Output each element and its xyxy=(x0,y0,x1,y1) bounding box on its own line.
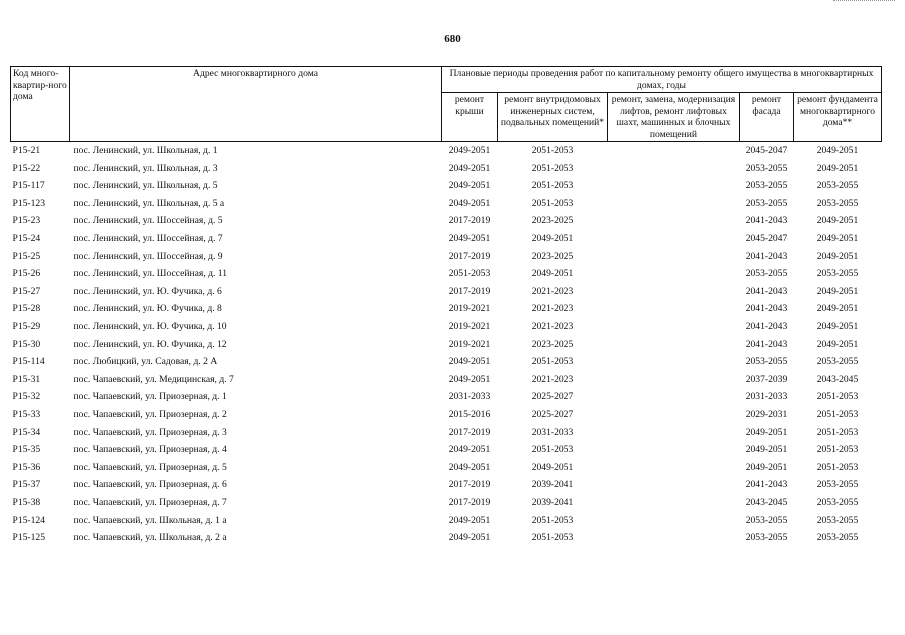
table-row xyxy=(11,142,882,160)
cell-systems: 2021-2023 xyxy=(531,285,574,297)
cell-facade: 2049-2051 xyxy=(745,426,788,438)
cell-systems: 2025-2027 xyxy=(531,408,574,420)
cell-code: Р15-36 xyxy=(12,461,41,473)
cell-facade: 2029-2031 xyxy=(745,408,788,420)
cell-address: пос. Ленинский, ул. Ю. Фучика, д. 6 xyxy=(73,285,222,297)
cell-address: пос. Чапаевский, ул. Приозерная, д. 2 xyxy=(73,408,227,420)
cell-foundation: 2053-2055 xyxy=(816,180,859,192)
cell-roof: 2049-2051 xyxy=(448,514,491,526)
cell-code: Р15-124 xyxy=(12,514,46,526)
cell-systems: 2051-2053 xyxy=(531,145,574,157)
header-roof: ремонт крыши xyxy=(442,93,498,142)
cell-foundation: 2049-2051 xyxy=(816,320,859,332)
cell-systems: 2049-2051 xyxy=(531,233,574,245)
cell-code: Р15-34 xyxy=(12,426,41,438)
cell-address: пос. Ленинский, ул. Школьная, д. 5 xyxy=(73,180,218,192)
cell-foundation: 2043-2045 xyxy=(816,373,859,385)
cell-roof: 2049-2051 xyxy=(448,233,491,245)
cell-lifts xyxy=(608,529,740,547)
cell-foundation: 2049-2051 xyxy=(816,145,859,157)
cell-foundation: 2053-2055 xyxy=(816,532,859,544)
header-foundation: ремонт фундамента многоквартирного дома** xyxy=(794,93,882,142)
cell-facade: 2043-2045 xyxy=(745,496,788,508)
cell-lifts xyxy=(608,142,740,160)
cell-address: пос. Ленинский, ул. Шоссейная, д. 5 xyxy=(73,215,223,227)
cell-facade: 2041-2043 xyxy=(745,250,788,262)
cell-facade: 2053-2055 xyxy=(745,514,788,526)
cell-facade: 2049-2051 xyxy=(745,444,788,456)
cell-systems: 2023-2025 xyxy=(531,250,574,262)
cell-foundation: 2051-2053 xyxy=(816,391,859,403)
cell-roof: 2049-2051 xyxy=(448,145,491,157)
cell-roof: 2049-2051 xyxy=(448,532,491,544)
cell-lifts xyxy=(608,265,740,283)
cell-roof: 2049-2051 xyxy=(448,444,491,456)
cell-lifts xyxy=(608,318,740,336)
cell-roof: 2019-2021 xyxy=(448,303,491,315)
table-row xyxy=(11,160,882,178)
cell-foundation: 2053-2055 xyxy=(816,268,859,280)
cell-lifts xyxy=(608,388,740,406)
cell-address: пос. Чапаевский, ул. Приозерная, д. 4 xyxy=(73,444,227,456)
cell-facade: 2041-2043 xyxy=(745,320,788,332)
cell-roof: 2049-2051 xyxy=(448,162,491,174)
header-code: Код много-квартир-ного дома xyxy=(11,67,70,142)
table-row xyxy=(11,212,882,230)
table-row xyxy=(11,459,882,477)
header-systems: ремонт внутридомовых инженерных систем, подвальных помещений* xyxy=(498,93,608,142)
cell-facade: 2041-2043 xyxy=(745,215,788,227)
cell-systems: 2051-2053 xyxy=(531,197,574,209)
cell-roof: 2017-2019 xyxy=(448,285,491,297)
cell-systems: 2051-2053 xyxy=(531,532,574,544)
cell-lifts xyxy=(608,230,740,248)
cell-lifts xyxy=(608,459,740,477)
cell-roof: 2017-2019 xyxy=(448,215,491,227)
cell-lifts xyxy=(608,248,740,266)
cell-roof: 2019-2021 xyxy=(448,320,491,332)
table-row xyxy=(11,511,882,529)
table-row xyxy=(11,441,882,459)
cell-code: Р15-23 xyxy=(12,215,41,227)
cell-address: пос. Ленинский, ул. Шоссейная, д. 7 xyxy=(73,233,223,245)
cell-code: Р15-22 xyxy=(12,162,41,174)
cell-address: пос. Чапаевский, ул. Приозерная, д. 6 xyxy=(73,479,227,491)
cell-lifts xyxy=(608,160,740,178)
cell-code: Р15-33 xyxy=(12,408,41,420)
cell-systems: 2025-2027 xyxy=(531,391,574,403)
cell-systems: 2051-2053 xyxy=(531,444,574,456)
cell-lifts xyxy=(608,353,740,371)
cell-facade: 2053-2055 xyxy=(745,532,788,544)
cell-systems: 2051-2053 xyxy=(531,180,574,192)
cell-foundation: 2049-2051 xyxy=(816,303,859,315)
table-row xyxy=(11,248,882,266)
cell-lifts xyxy=(608,494,740,512)
cell-roof: 2015-2016 xyxy=(448,408,491,420)
cell-code: Р15-114 xyxy=(12,356,45,368)
cell-facade: 2041-2043 xyxy=(745,338,788,350)
cell-address: пос. Ленинский, ул. Ю. Фучика, д. 12 xyxy=(73,338,227,350)
cell-foundation: 2049-2051 xyxy=(816,162,859,174)
cell-address: пос. Чапаевский, ул. Медицинская, д. 7 xyxy=(73,373,234,385)
table-row xyxy=(11,336,882,354)
table-row xyxy=(11,406,882,424)
cell-address: пос. Ленинский, ул. Шоссейная, д. 11 xyxy=(73,268,228,280)
table-row xyxy=(11,230,882,248)
cell-lifts xyxy=(608,177,740,195)
cell-facade: 2041-2043 xyxy=(745,303,788,315)
cell-foundation: 2051-2053 xyxy=(816,444,859,456)
table-row xyxy=(11,265,882,283)
cell-code: Р15-31 xyxy=(12,373,41,385)
cell-facade: 2053-2055 xyxy=(745,162,788,174)
cell-foundation: 2049-2051 xyxy=(816,285,859,297)
table-row xyxy=(11,494,882,512)
cell-systems: 2051-2053 xyxy=(531,162,574,174)
cell-roof: 2049-2051 xyxy=(448,356,491,368)
cell-systems: 2021-2023 xyxy=(531,303,574,315)
cell-address: пос. Ленинский, ул. Ю. Фучика, д. 10 xyxy=(73,320,227,332)
cell-lifts xyxy=(608,300,740,318)
cell-code: Р15-29 xyxy=(12,320,41,332)
cell-address: пос. Чапаевский, ул. Приозерная, д. 1 xyxy=(73,391,227,403)
cell-systems: 2051-2053 xyxy=(531,356,574,368)
cell-facade: 2037-2039 xyxy=(745,373,788,385)
cell-systems: 2023-2025 xyxy=(531,215,574,227)
cell-address: пос. Чапаевский, ул. Приозерная, д. 5 xyxy=(73,461,227,473)
cell-code: Р15-27 xyxy=(12,285,41,297)
cell-foundation: 2049-2051 xyxy=(816,250,859,262)
cell-facade: 2053-2055 xyxy=(745,268,788,280)
cell-code: Р15-123 xyxy=(12,197,46,209)
cell-facade: 2053-2055 xyxy=(745,180,788,192)
cell-foundation: 2051-2053 xyxy=(816,408,859,420)
cell-code: Р15-125 xyxy=(12,532,46,544)
cell-address: пос. Ленинский, ул. Ю. Фучика, д. 8 xyxy=(73,303,222,315)
cell-foundation: 2049-2051 xyxy=(816,215,859,227)
cell-facade: 2045-2047 xyxy=(745,233,788,245)
cell-foundation: 2053-2055 xyxy=(816,197,859,209)
cell-code: Р15-28 xyxy=(12,303,41,315)
table-row xyxy=(11,476,882,494)
table-row xyxy=(11,424,882,442)
table-body xyxy=(11,142,882,547)
cell-code: Р15-21 xyxy=(12,145,41,157)
cell-address: пос. Ленинский, ул. Школьная, д. 3 xyxy=(73,162,218,174)
cell-facade: 2031-2033 xyxy=(745,391,788,403)
cell-address: пос. Ленинский, ул. Школьная, д. 5 а xyxy=(73,197,225,209)
cell-foundation: 2049-2051 xyxy=(816,338,859,350)
cell-address: пос. Чапаевский, ул. Приозерная, д. 3 xyxy=(73,426,227,438)
cell-systems: 2021-2023 xyxy=(531,373,574,385)
cell-code: Р15-26 xyxy=(12,268,41,280)
cell-foundation: 2053-2055 xyxy=(816,514,859,526)
cell-systems: 2049-2051 xyxy=(531,461,574,473)
cell-code: Р15-38 xyxy=(12,496,41,508)
cell-systems: 2023-2025 xyxy=(531,338,574,350)
cell-address: пос. Ленинский, ул. Шоссейная, д. 9 xyxy=(73,250,223,262)
cell-roof: 2049-2051 xyxy=(448,180,491,192)
cell-foundation: 2053-2055 xyxy=(816,356,859,368)
cell-facade: 2049-2051 xyxy=(745,461,788,473)
table-row xyxy=(11,177,882,195)
cell-facade: 2045-2047 xyxy=(745,145,788,157)
cell-roof: 2049-2051 xyxy=(448,197,491,209)
cell-foundation: 2051-2053 xyxy=(816,426,859,438)
cell-lifts xyxy=(608,283,740,301)
cell-facade: 2041-2043 xyxy=(745,285,788,297)
header-row-top xyxy=(11,67,882,93)
cell-lifts xyxy=(608,195,740,213)
cell-systems: 2039-2041 xyxy=(531,479,574,491)
cell-address: пос. Чапаевский, ул. Приозерная, д. 7 xyxy=(73,496,227,508)
cell-systems: 2021-2023 xyxy=(531,320,574,332)
cell-systems: 2051-2053 xyxy=(531,514,574,526)
cell-code: Р15-35 xyxy=(12,444,41,456)
cell-foundation: 2053-2055 xyxy=(816,496,859,508)
header-facade: ремонт фасада xyxy=(740,93,794,142)
table-row xyxy=(11,353,882,371)
cell-roof: 2019-2021 xyxy=(448,338,491,350)
cell-lifts xyxy=(608,424,740,442)
table-row xyxy=(11,300,882,318)
cell-roof: 2017-2019 xyxy=(448,479,491,491)
cell-lifts xyxy=(608,406,740,424)
cell-code: Р15-24 xyxy=(12,233,41,245)
cell-address: пос. Ленинский, ул. Школьная, д. 1 xyxy=(73,145,218,157)
header-address: Адрес многоквартирного дома xyxy=(70,67,442,142)
table-row xyxy=(11,318,882,336)
scan-edge-mark xyxy=(833,0,895,3)
cell-systems: 2031-2033 xyxy=(531,426,574,438)
cell-lifts xyxy=(608,336,740,354)
cell-roof: 2017-2019 xyxy=(448,426,491,438)
table-row xyxy=(11,371,882,389)
cell-roof: 2049-2051 xyxy=(448,461,491,473)
cell-facade: 2053-2055 xyxy=(745,197,788,209)
cell-foundation: 2049-2051 xyxy=(816,233,859,245)
cell-lifts xyxy=(608,441,740,459)
cell-address: пос. Чапаевский, ул. Школьная, д. 2 а xyxy=(73,532,227,544)
cell-code: Р15-32 xyxy=(12,391,41,403)
cell-code: Р15-25 xyxy=(12,250,41,262)
header-lifts: ремонт, замена, модернизация лифтов, ремонт лифтовых шахт, машинных и блочных помещений xyxy=(608,93,740,142)
table-row xyxy=(11,195,882,213)
cell-code: Р15-30 xyxy=(12,338,41,350)
cell-systems: 2049-2051 xyxy=(531,268,574,280)
cell-foundation: 2051-2053 xyxy=(816,461,859,473)
cell-lifts xyxy=(608,511,740,529)
cell-lifts xyxy=(608,476,740,494)
cell-roof: 2017-2019 xyxy=(448,250,491,262)
cell-roof: 2017-2019 xyxy=(448,496,491,508)
page-number: 680 xyxy=(444,33,461,45)
cell-facade: 2041-2043 xyxy=(745,479,788,491)
table-row xyxy=(11,529,882,547)
cell-lifts xyxy=(608,212,740,230)
cell-address: пос. Чапаевский, ул. Школьная, д. 1 а xyxy=(73,514,227,526)
cell-roof: 2051-2053 xyxy=(448,268,491,280)
cell-code: Р15-37 xyxy=(12,479,41,491)
table-row xyxy=(11,283,882,301)
cell-roof: 2031-2033 xyxy=(448,391,491,403)
cell-address: пос. Любицкий, ул. Садовая, д. 2 А xyxy=(73,356,218,368)
header-periods: Плановые периоды проведения работ по капитальному ремонту общего имущества в многоквартирных домах, годы xyxy=(442,67,882,93)
cell-lifts xyxy=(608,371,740,389)
cell-roof: 2049-2051 xyxy=(448,373,491,385)
repair-schedule-table xyxy=(10,66,882,547)
cell-facade: 2053-2055 xyxy=(745,356,788,368)
cell-foundation: 2053-2055 xyxy=(816,479,859,491)
cell-code: Р15-117 xyxy=(12,180,45,192)
table-row xyxy=(11,388,882,406)
cell-systems: 2039-2041 xyxy=(531,496,574,508)
